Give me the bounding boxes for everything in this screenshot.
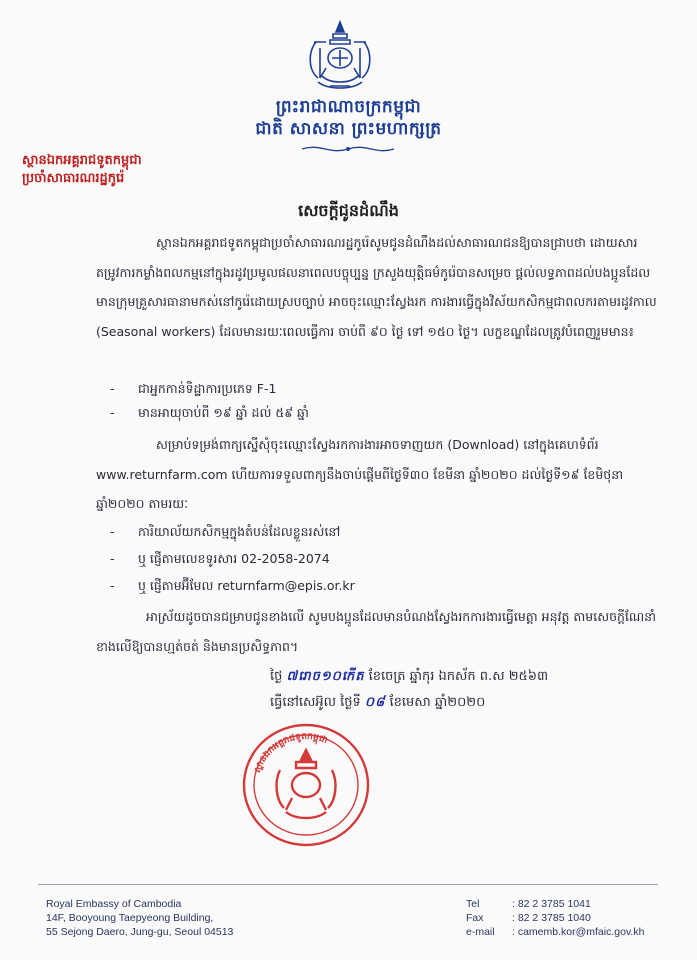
national-motto: ជាតិ សាសនា ព្រះមហាក្សត្រ [255, 119, 442, 139]
footer-email [466, 925, 644, 939]
flourish-ornament-icon [300, 142, 396, 156]
tel-value: : 82 2 3785 1041 [512, 898, 591, 910]
notice-paragraph-1: ស្ថានឯកអគ្គរាជទូតកម្ពុជាប្រចាំសាធារណរដ្ឋកូរ៉េសូមជូនដំណឹងដល់សាធារណជនឱ្យបានជ្រាបថា ដោយសារតម្រូវការកម្លាំងពលកម្មនៅក្នុងរដូវប្រមូលផលនាពេលបច្ចុប្បន្ន ក្រសួងយុត្តិធម៌កូរ៉េបានសម្រេច ផ្តល់លទ្ធភាពដល់បងប្អូនដែលមានក្រុមគ្រួសារធានាមកស់នៅកូរ៉េដោយស្របច្បាប់ អាចចុះឈ្មោះស្វែងរក ការងារធ្វើក្នុងវិស័យកសិកម្មជាពលករតាមរដូវកាល (Seasonal workers) ដែលមានរយៈពេលធ្វើការ ចាប់ពី ៩០ ថ្ងៃ ទៅ ១៥០ ថ្ងៃ។ លក្ខខណ្ឌដែលត្រូវបំពេញរួមមាន៖ [96, 235, 657, 339]
lunar-date [270, 668, 548, 687]
royal-arms-icon [300, 18, 380, 96]
footer-address-line: 14F, Booyoung Taepyeong Building, [46, 912, 214, 924]
footer-divider [38, 884, 658, 885]
fax-value: : 82 2 3785 1040 [512, 912, 591, 924]
lunar-date-suffix: ខែចេត្រ ឆ្នាំកុរ ឯកស័ក ព.ស ២៥៦៣ [368, 669, 549, 684]
embassy-seal-icon [240, 720, 372, 850]
channel-text: ឬ ផ្ញើតាមលេខទូរសារ 02-2058-2074 [138, 551, 330, 566]
lunar-date-handwritten: ៧រោច១០កើត [286, 669, 365, 684]
channel-text: ការិយាល័យកសិកម្មក្នុងតំបន់ដែលខ្លួនរស់នៅ [138, 524, 341, 539]
kingdom-title: ព្រះរាជាណាចក្រកម្ពុជា [275, 97, 422, 117]
tel-label: Tel [466, 898, 480, 910]
lunar-date-prefix: ថ្ងៃ [270, 669, 283, 684]
footer-tel [466, 897, 644, 911]
email-label: e-mail [466, 926, 495, 938]
email-value: : camemb.kor@mfaic.gov.kh [512, 926, 645, 938]
condition-item: - ជាអ្នកកាន់ទិដ្ឋាការប្រភេទ F-1 [110, 381, 277, 396]
channel-item: - ឬ ផ្ញើតាមអ៊ីមែល returnfarm@epis.or.kr [110, 578, 355, 593]
footer-contacts [466, 897, 644, 939]
footer-address [46, 897, 233, 939]
solar-date [270, 694, 485, 713]
embassy-name: ស្ថានឯកអគ្គរាជទូតកម្ពុជា [22, 153, 142, 168]
condition-text: មានអាយុចាប់ពី ១៩ ឆ្នាំ ដល់ ៥៩ ឆ្នាំ [138, 405, 309, 420]
embassy-location: ប្រចាំសាធារណរដ្ឋកូរ៉េ [22, 171, 125, 186]
svg-text:ស្ថានឯកអគ្គរាជទូតកម្ពុជា [253, 732, 329, 774]
notice-paragraph-2: សម្រាប់ទម្រង់ពាក្យស្នើសុំចុះឈ្មោះស្វែងរកការងារអាចទាញយក (Download) នៅក្នុងគេហទំព័រ www.returnfarm.com ហើយការទទួលពាក្យនឹងចាប់ផ្តើមពីថ្ងៃទី៣០ ខែមីនា ឆ្នាំ២០២០ ដល់ថ្ងៃទី១៩ ខែមិថុនា ឆ្នាំ២០២០ តាមរយៈ [96, 437, 624, 511]
channel-item: - ឬ ផ្ញើតាមលេខទូរសារ 02-2058-2074 [110, 551, 330, 566]
footer-address-line: 55 Sejong Daero, Jung-gu, Seoul 04513 [46, 926, 234, 938]
solar-date-handwritten: ០៨ [364, 695, 386, 710]
solar-date-suffix: ខែមេសា ឆ្នាំ២០២០ [389, 695, 486, 710]
notice-title: សេចក្តីជូនដំណឹង [298, 201, 399, 220]
footer-address-line: Royal Embassy of Cambodia [46, 898, 182, 910]
channel-item: - ការិយាល័យកសិកម្មក្នុងតំបន់ដែលខ្លួនរស់នៅ [110, 524, 341, 539]
condition-text: ជាអ្នកកាន់ទិដ្ឋាការប្រភេទ F-1 [138, 381, 277, 396]
solar-date-prefix: ធ្វើនៅសេអ៊ូល ថ្ងៃទី [270, 695, 361, 710]
notice-paragraph-3: អាស្រ័យដូចបានជម្រាបជូនខាងលើ សូមបងប្អូនដែលមានបំណងស្វែងរកការងារធ្វើមេត្តា អនុវត្ត តាមសេចក្តីណែនាំខាងលើឱ្យបានហ្មត់ចត់ និងមានប្រសិទ្ធភាព។ [96, 609, 657, 654]
fax-label: Fax [466, 912, 484, 924]
condition-item: - មានអាយុចាប់ពី ១៩ ឆ្នាំ ដល់ ៥៩ ឆ្នាំ [110, 405, 309, 420]
channel-text: ឬ ផ្ញើតាមអ៊ីមែល returnfarm@epis.or.kr [138, 578, 355, 593]
footer-fax [466, 911, 644, 925]
seal-text: ស្ថានឯកអគ្គរាជទូតកម្ពុជា [252, 731, 329, 775]
